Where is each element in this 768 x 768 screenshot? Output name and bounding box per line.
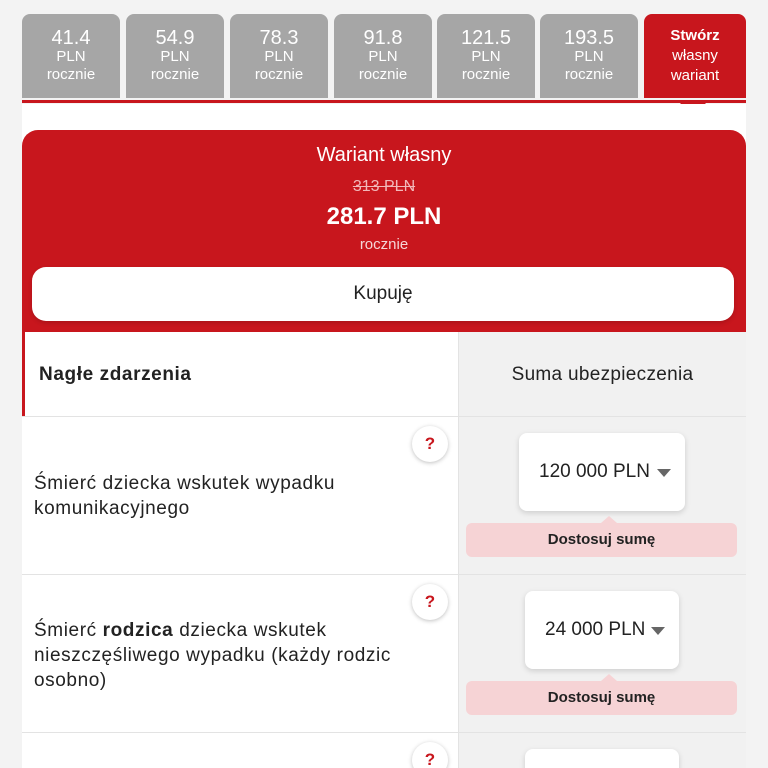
custom-tab-line1: Stwórz [670,27,720,44]
row-description-bold: rodzica [102,620,174,641]
tab-currency: PLN [264,48,294,65]
adjust-sum-button[interactable]: Dostosuj sumę [466,681,737,715]
coverage-table [22,332,746,768]
tab-currency: PLN [368,48,398,65]
help-icon[interactable]: ? [412,426,448,462]
row-description [34,618,434,693]
variant-tabs [22,14,746,104]
price-period: rocznie [359,236,409,253]
tab-underline [22,100,746,103]
row-description-text: Śmierć dziecka wskutek wypadku komunikacyjnego [34,473,335,519]
section-title: Nagłe zdarzenia [39,364,192,385]
chevron-down-icon [657,469,671,477]
tab-price: 78.3 [259,27,299,49]
adjust-sum-button[interactable]: Dostosuj sumę [466,523,737,557]
tab-custom-variant[interactable] [644,14,746,98]
amount-select[interactable] [525,749,679,768]
tab-period: rocznie [564,66,614,83]
tab-variant-4[interactable] [334,14,432,98]
amount-select[interactable] [519,433,685,511]
help-icon[interactable]: ? [412,742,448,768]
old-price: 313 PLN [352,178,416,195]
tab-period: rocznie [358,66,408,83]
tab-currency: PLN [56,48,86,65]
tab-price: 41.4 [51,27,91,49]
variant-summary-card [22,130,746,332]
tab-period: rocznie [254,66,304,83]
tab-currency: PLN [574,48,604,65]
tab-period: rocznie [46,66,96,83]
custom-tab-line2: własny [672,47,718,64]
table-row [22,575,746,733]
tab-variant-6[interactable] [540,14,638,98]
tab-variant-5[interactable] [437,14,535,98]
sum-insured-header: Suma ubezpieczenia [511,364,694,385]
amount-select[interactable] [525,591,679,669]
new-price: 281.7 PLN [326,203,442,230]
tab-variant-1[interactable] [22,14,120,98]
tab-period: rocznie [461,66,511,83]
chevron-down-icon [651,627,665,635]
custom-tab-line3: wariant [670,67,720,84]
buy-button[interactable]: Kupuję [32,267,734,321]
row-description-text: dziecka wskutek nieszczęśliwego wypadku (każdy rodzic osobno) [34,620,391,691]
tab-price: 91.8 [363,27,403,49]
tab-price: 121.5 [460,27,512,49]
tab-variant-3[interactable] [230,14,328,98]
tab-variant-2[interactable] [126,14,224,98]
tab-currency: PLN [471,48,501,65]
table-header-row [22,332,746,417]
row-description-text: Śmierć [34,620,103,641]
amount-value: 120 000 PLN [539,461,650,482]
variant-title: Wariant własny [316,144,452,166]
row-description [34,471,434,521]
help-icon[interactable]: ? [412,584,448,620]
table-row [22,417,746,575]
tab-price: 193.5 [563,27,615,49]
table-row [22,733,746,768]
tab-period: rocznie [150,66,200,83]
tab-currency: PLN [160,48,190,65]
amount-value: 24 000 PLN [545,619,646,640]
tab-price: 54.9 [155,27,195,49]
